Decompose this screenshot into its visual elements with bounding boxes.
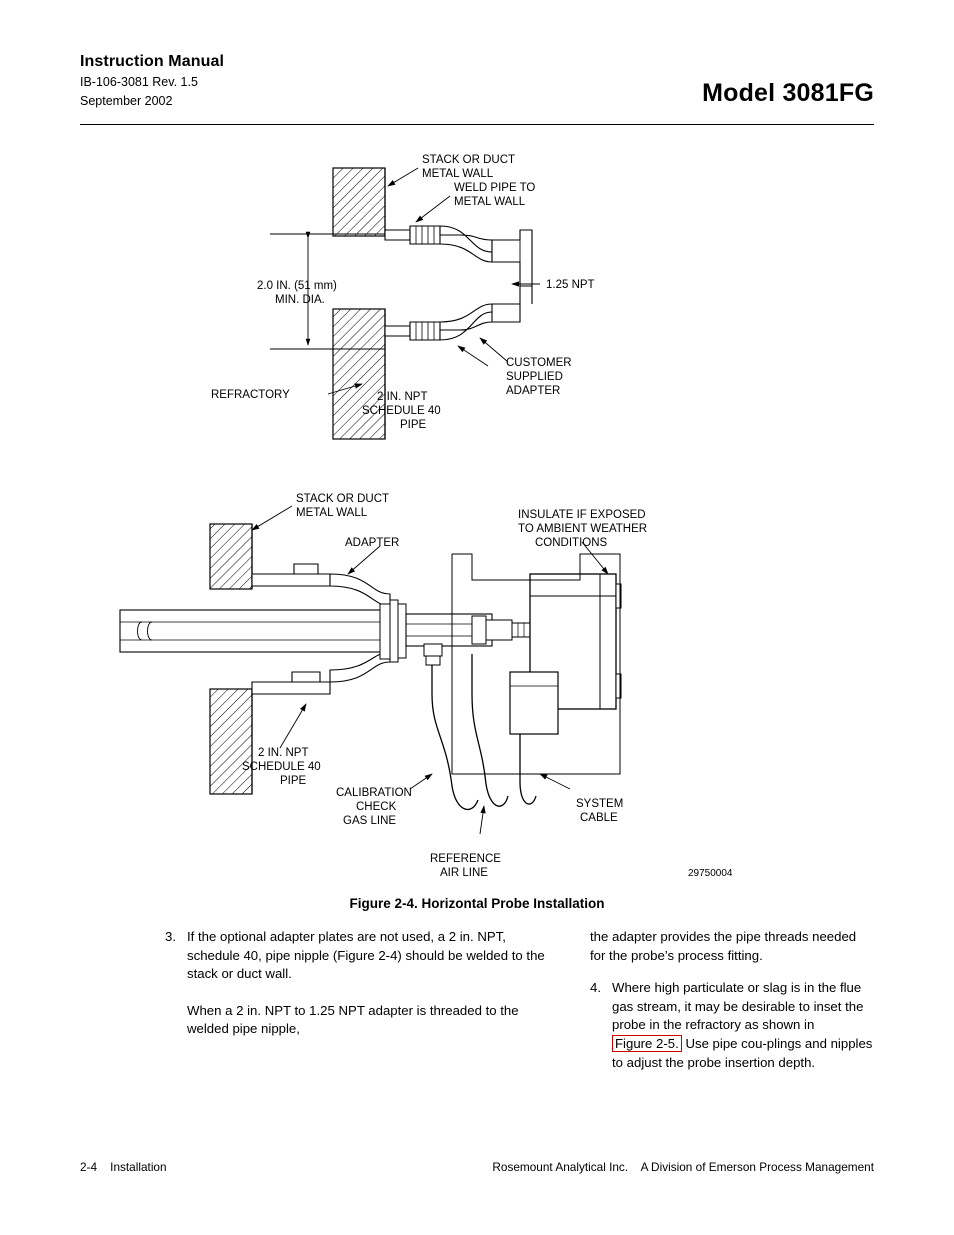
footer-page-label: 2-4 Installation xyxy=(80,1160,167,1174)
label-customer-2: SUPPLIED xyxy=(506,371,563,383)
document-date: September 2002 xyxy=(80,94,173,108)
label-insulate-3: CONDITIONS xyxy=(535,537,608,549)
label-system-2: CABLE xyxy=(580,812,618,824)
label-customer-3: ADAPTER xyxy=(506,385,561,397)
left-paragraph: When a 2 in. NPT to 1.25 NPT adapter is threaded to the welded pipe nipple, xyxy=(187,1002,519,1037)
list-item-4-text-before: Where high particulate or slag is in the flue gas stream, it may be desirable to inset the probe in the refractory as shown in xyxy=(612,980,864,1033)
label-stack-or-duct-bottom: STACK OR DUCT xyxy=(296,493,390,505)
footer-company: Rosemount Analytical Inc. A Division of Emerson Process Management xyxy=(492,1160,874,1174)
label-top-pipe-3: PIPE xyxy=(400,419,427,431)
label-reference-2: AIR LINE xyxy=(440,867,488,879)
label-bottom-pipe-2: SCHEDULE 40 xyxy=(242,761,321,773)
label-customer-1: CUSTOMER xyxy=(506,357,572,369)
label-dia-line1: 2.0 IN. (51 mm) xyxy=(257,280,337,292)
label-weld-pipe-to: WELD PIPE TO xyxy=(454,182,536,194)
right-column xyxy=(590,928,875,1086)
top-diagram xyxy=(211,154,595,439)
list-item-3-number: 3. xyxy=(165,929,176,944)
label-metal-wall-bottom: METAL WALL xyxy=(296,507,368,519)
figure-2-5-link[interactable]: Figure 2-5. xyxy=(612,1035,682,1052)
list-item-3-text: If the optional adapter plates are not used, a 2 in. NPT, schedule 40, pipe nipple (Figure 2-4) should be welded to the stack or duct wall. xyxy=(187,929,545,982)
figure-caption: Figure 2-4. Horizontal Probe Installation xyxy=(349,896,605,911)
list-item-3 xyxy=(165,928,545,984)
label-dia-line2: MIN. DIA. xyxy=(275,294,325,306)
label-adapter: ADAPTER xyxy=(345,537,400,549)
label-refractory: REFRACTORY xyxy=(211,389,290,401)
body-columns xyxy=(80,928,874,1108)
bottom-diagram xyxy=(120,493,733,879)
drawing-number: 29750004 xyxy=(688,868,733,879)
header-left-block xyxy=(80,52,224,109)
label-top-pipe-2: SCHEDULE 40 xyxy=(362,405,441,417)
label-calibration-2: CHECK xyxy=(356,801,397,813)
manual-title: Instruction Manual xyxy=(80,53,225,70)
label-calibration-3: GAS LINE xyxy=(343,815,397,827)
model-title: Model 3081FG xyxy=(702,79,874,107)
right-lead-paragraph: the adapter provides the pipe threads needed for the probe’s process fitting. xyxy=(590,929,857,963)
label-insulate-2: TO AMBIENT WEATHER xyxy=(518,523,648,535)
label-stack-or-duct-top: STACK OR DUCT xyxy=(422,154,516,166)
list-item-4 xyxy=(590,979,875,1072)
list-item-4-text-after: Use pipe cou-plings and nipples to adjust the probe insertion depth. xyxy=(612,1035,873,1070)
label-system-1: SYSTEM xyxy=(576,798,624,810)
left-column xyxy=(165,928,545,1039)
header-divider xyxy=(80,124,874,125)
document-number: IB-106-3081 Rev. 1.5 xyxy=(80,75,198,89)
figure-2-4-drawing xyxy=(80,134,874,894)
label-calibration-1: CALIBRATION xyxy=(336,787,412,799)
label-125-npt: 1.25 NPT xyxy=(546,279,595,291)
label-weld-metal-wall: METAL WALL xyxy=(454,196,526,208)
label-bottom-pipe-1: 2 IN. NPT xyxy=(258,747,309,759)
label-insulate-1: INSULATE IF EXPOSED xyxy=(518,509,646,521)
label-metal-wall-top: METAL WALL xyxy=(422,168,494,180)
list-item-4-number: 4. xyxy=(590,980,601,996)
label-top-pipe-1: 2 IN. NPT xyxy=(377,391,428,403)
figure-svg xyxy=(80,134,874,894)
label-bottom-pipe-3: PIPE xyxy=(280,775,307,787)
label-reference-1: REFERENCE xyxy=(430,853,501,865)
